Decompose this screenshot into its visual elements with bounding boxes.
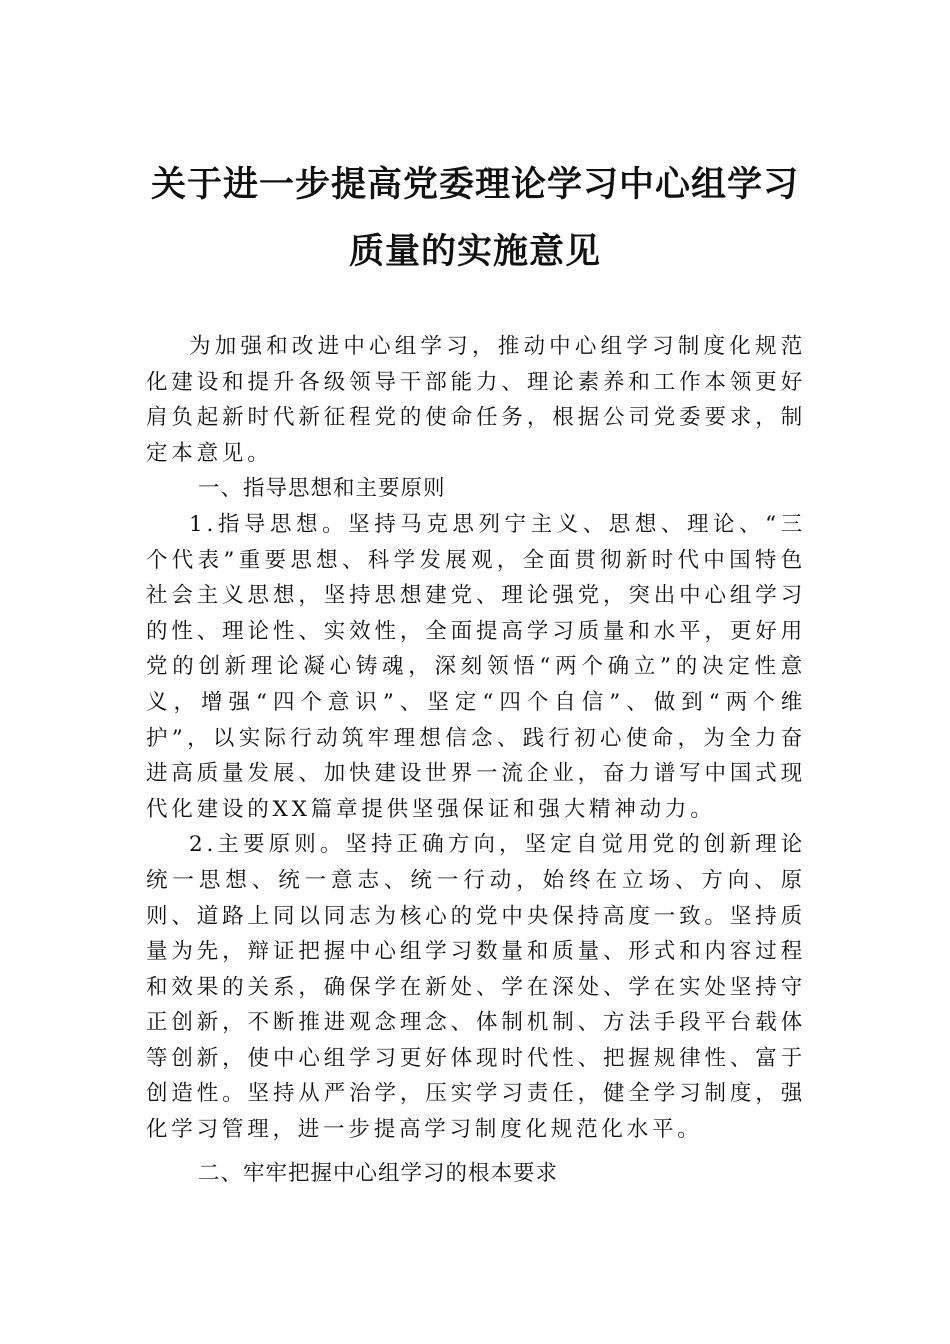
document-body	[146, 329, 806, 1191]
paragraph-guiding-ideology: 1.指导思想。坚持马克思列宁主义、思想、理论、“三个代表”重要思想、科学发展观，全面贯彻新时代中国特色社会主义思想，坚持思想建党、理论强党，突出中心组学习的性、理论性、实效性，全面提高学习质量和水平，更好用党的创新理论凝心铸魂，深刻领悟“两个确立”的决定性意义，增强“四个意识”、坚定“四个自信”、做到“两个维护”，以实际行动筑牢理想信念、践行初心使命，为全力奋进高质量发展、加快建设世界一流企业，奋力谱写中国式现代化建设的XX篇章提供坚强保证和强大精神动力。	[146, 511, 806, 822]
intro-paragraph: 为加强和改进中心组学习，推动中心组学习制度化规范化建设和提升各级领导干部能力、理论素养和工作本领更好肩负起新时代新征程党的使命任务，根据公司党委要求，制定本意见。	[146, 334, 806, 466]
section-1-heading: 一、指导思想和主要原则	[198, 476, 446, 502]
document-title-line-1: 关于进一步提高党委理论学习中心组学习	[150, 164, 799, 205]
paragraph-main-principles: 2.主要原则。坚持正确方向，坚定自觉用党的创新理论统一思想、统一意志、统一行动，始终在立场、方向、原则、道路上同以同志为核心的党中央保持高度一致。坚持质量为先，辩证把握中心组学习数量和质量、形式和内容过程和效果的关系，确保学在新处、学在深处、学在实处坚持守正创新，不断推进观念理念、体制机制、方法手段平台载体等创新，使中心组学习更好体现时代性、把握规律性、富于创造性。坚持从严治学，压实学习责任，健全学习制度，强化学习管理，进一步提高学习制度化规范化水平。	[146, 832, 806, 1143]
section-2-heading: 二、牢牢把握中心组学习的根本要求	[198, 1160, 559, 1186]
document-title-line-2: 质量的实施意见	[348, 231, 601, 272]
